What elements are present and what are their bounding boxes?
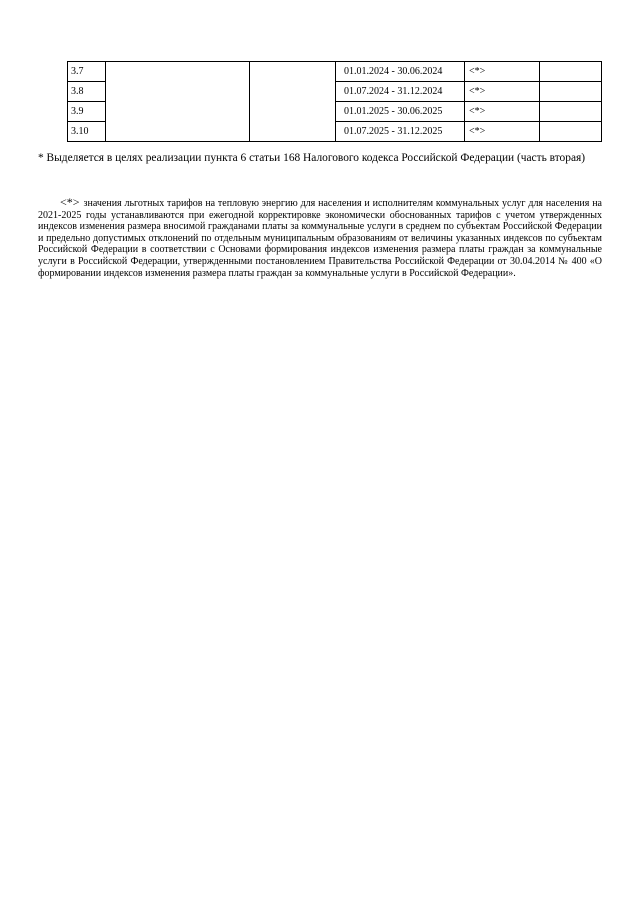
empty-cell bbox=[540, 102, 602, 122]
empty-cell bbox=[540, 122, 602, 142]
value-cell: <*> bbox=[465, 102, 540, 122]
row-number: 3.10 bbox=[68, 122, 106, 142]
tariff-table bbox=[67, 61, 602, 142]
merged-cell-empty bbox=[106, 62, 250, 142]
value-cell: <*> bbox=[465, 62, 540, 82]
period-cell: 01.07.2024 - 31.12.2024 bbox=[336, 82, 465, 102]
row-number: 3.9 bbox=[68, 102, 106, 122]
empty-cell bbox=[540, 82, 602, 102]
footnote-mark-symbol: <*> bbox=[60, 195, 80, 209]
row-number: 3.8 bbox=[68, 82, 106, 102]
footnote-vat: * Выделяется в целях реализации пункта 6 статьи 168 Налогового кодекса Российской Федерации (часть вторая) bbox=[38, 152, 586, 164]
period-cell: 01.01.2025 - 30.06.2025 bbox=[336, 102, 465, 122]
merged-cell-empty bbox=[250, 62, 336, 142]
table-row bbox=[68, 62, 602, 82]
footnote-tariff-note bbox=[38, 197, 602, 279]
value-cell: <*> bbox=[465, 82, 540, 102]
footnote-mark-text: значения льготных тарифов на тепловую энергию для населения и исполнителям коммунальных услуг для населения на 2021-2025 годы устанавливаются при ежегодной корректировке экономически обоснованных тарифов с учетом утвержденных индексов изменения размера вносимой гражданами платы за коммунальные услуги в среднем по субъектам Российской Федерации и предельно допустимых отклонений по отдельным муниципальным образованиям от величины указанных индексов по субъектам Российской Федерации в соответствии с Основами формирования индексов изменения размера платы граждан за коммунальные услуги в Российской Федерации, утвержденными постановлением Правительства Российской Федерации от 30.04.2014 № 400 «О формировании индексов изменения размера платы граждан за коммунальные услуги в Российской Федерации». bbox=[38, 198, 602, 279]
row-number: 3.7 bbox=[68, 62, 106, 82]
empty-cell bbox=[540, 62, 602, 82]
value-cell: <*> bbox=[465, 122, 540, 142]
period-cell: 01.01.2024 - 30.06.2024 bbox=[336, 62, 465, 82]
period-cell: 01.07.2025 - 31.12.2025 bbox=[336, 122, 465, 142]
